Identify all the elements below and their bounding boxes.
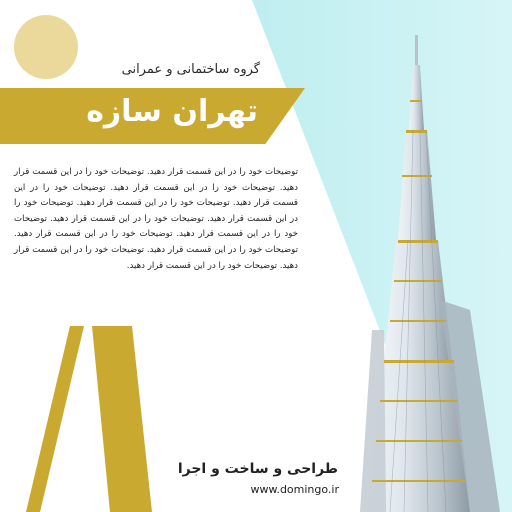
- decorative-circle: [14, 15, 78, 79]
- description-text: توضیحات خود را در این قسمت قرار دهید. توضیحات خود را در این قسمت قرار دهید. توضیحات خود را در این قسمت قرار دهید. توضیحات خود را در این قسمت قرار دهید. توضیحات خود را در این قسمت قرار دهید. توضیحات خود را در این قسمت قرار دهید. توضیحات خود را در این قسمت قرار دهید. توضیحات خود را در این قسمت قرار دهید. توضیحات خود را در این قسمت قرار دهید. توضیحات خود را در این قسمت قرار دهید. توضیحات خود را در این قسمت قرار دهید. توضیحات خود را در این قسمت قرار دهید.: [14, 167, 298, 271]
- company-title: تهران سازه: [86, 94, 258, 129]
- website-link[interactable]: www.domingo.ir: [250, 483, 339, 496]
- gold-stripe-wide: [92, 326, 152, 512]
- gold-stripe-thin: [26, 326, 84, 512]
- slogan: طراحی و ساخت و اجرا: [177, 461, 338, 477]
- company-subtitle: گروه ساختمانی و عمرانی: [121, 62, 260, 77]
